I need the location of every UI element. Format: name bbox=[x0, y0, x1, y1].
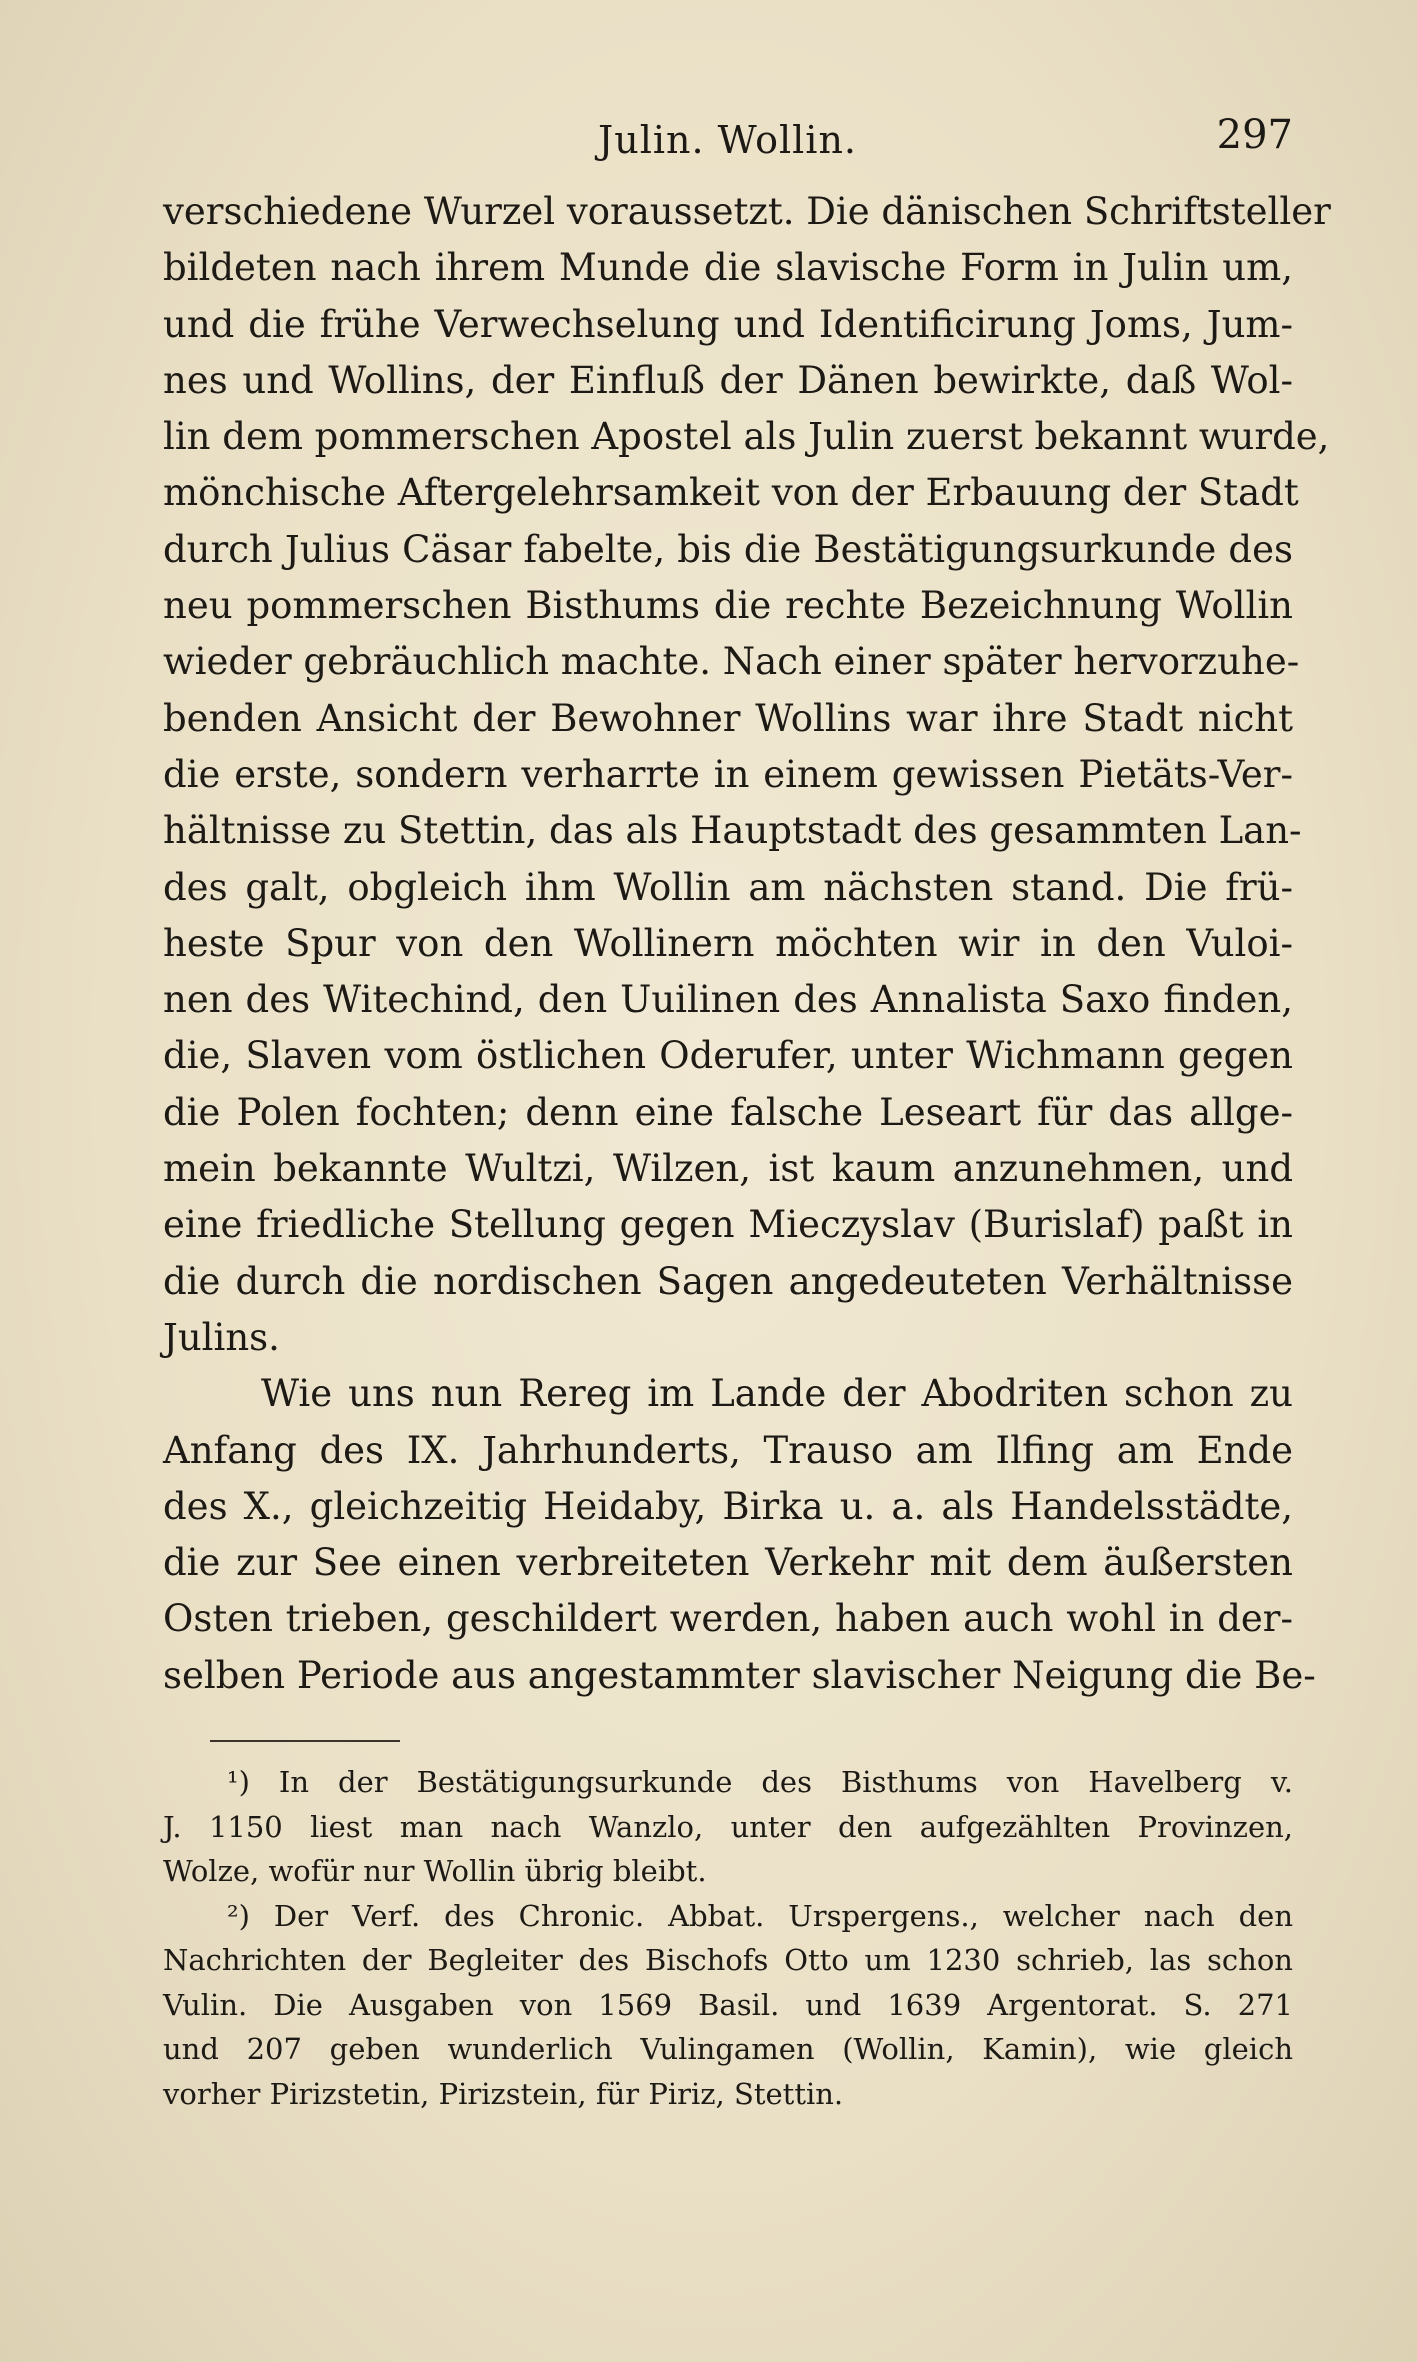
text-line: Wie uns nun Rereg im Lande der Abodriten schon zu bbox=[261, 1372, 1293, 1416]
text-line: neu pommerschen Bisthums die rechte Bezeichnung Wollin bbox=[163, 584, 1293, 628]
text-line: die durch die nordischen Sagen angedeuteten Verhältnisse bbox=[163, 1259, 1293, 1303]
footnote-line: Vulin. Die Ausgaben von 1569 Basil. und 1639 Argentorat. S. 271 bbox=[163, 1987, 1293, 2022]
body-text bbox=[163, 184, 1331, 1704]
running-head bbox=[163, 112, 1293, 172]
footnote-line: Nachrichten der Begleiter des Bischofs Otto um 1230 schrieb, las schon bbox=[163, 1943, 1293, 1977]
text-line: die erste, sondern verharrte in einem gewissen Pietäts-Ver- bbox=[163, 752, 1293, 796]
footnote-line: Wolze, wofür nur Wollin übrig bleibt. bbox=[163, 1854, 707, 1888]
footnotes bbox=[163, 1760, 1293, 2116]
text-line: Julins. bbox=[163, 1315, 280, 1359]
page-number: 297 bbox=[1216, 112, 1293, 158]
text-line: des galt, obgleich ihm Wollin am nächsten stand. Die frü- bbox=[163, 865, 1293, 909]
text-line: Osten trieben, geschildert werden, haben auch wohl in der- bbox=[163, 1597, 1293, 1641]
footnote-line: und 207 geben wunderlich Vulingamen (Wollin, Kamin), wie gleich bbox=[163, 2032, 1293, 2066]
footnote-line: J. 1150 liest man nach Wanzlo, unter den aufgezählten Provinzen, bbox=[163, 1809, 1293, 1844]
text-line: verschiedene Wurzel voraussetzt. Die dänischen Schriftsteller bbox=[163, 190, 1331, 233]
text-line: wieder gebräuchlich machte. Nach einer später hervorzuhe- bbox=[163, 640, 1300, 684]
text-line: mein bekannte Wultzi, Wilzen, ist kaum anzunehmen, und bbox=[163, 1147, 1293, 1191]
text-line: die, Slaven vom östlichen Oderufer, unter Wichmann gegen bbox=[163, 1034, 1293, 1078]
text-line: heste Spur von den Wollinern möchten wir in den Vuloi- bbox=[163, 921, 1293, 965]
text-line: benden Ansicht der Bewohner Wollins war ihre Stadt nicht bbox=[163, 696, 1293, 740]
footnote-line: ¹) In der Bestätigungsurkunde des Bisthums von Havelberg v. bbox=[227, 1765, 1293, 1799]
text-line: nen des Witechind, den Uuilinen des Annalista Saxo finden, bbox=[163, 978, 1293, 1022]
text-line: die Polen fochten; denn eine falsche Leseart für das allge- bbox=[163, 1090, 1293, 1134]
footnote-line: ²) Der Verf. des Chronic. Abbat. Urspergens., welcher nach den bbox=[227, 1898, 1293, 1933]
running-head-title: Julin. Wollin. bbox=[598, 118, 858, 162]
text-line: nes und Wollins, der Einfluß der Dänen bewirkte, daß Wol- bbox=[163, 358, 1293, 402]
text-line: mönchische Aftergelehrsamkeit von der Erbauung der Stadt bbox=[163, 471, 1299, 515]
text-line: hältnisse zu Stettin, das als Hauptstadt des gesammten Lan- bbox=[163, 809, 1302, 853]
text-line: bildeten nach ihrem Munde die slavische Form in Julin um, bbox=[163, 246, 1293, 290]
text-line: des X., gleichzeitig Heidaby, Birka u. a. als Handelsstädte, bbox=[163, 1484, 1293, 1528]
text-line: und die frühe Verwechselung und Identificirung Joms, Jum- bbox=[163, 302, 1293, 346]
text-line: Anfang des IX. Jahrhunderts, Trauso am Ilfing am Ende bbox=[163, 1428, 1293, 1472]
text-line: durch Julius Cäsar fabelte, bis die Bestätigungsurkunde des bbox=[163, 527, 1293, 571]
text-line: die zur See einen verbreiteten Verkehr mit dem äußersten bbox=[163, 1541, 1293, 1585]
text-line: lin dem pommerschen Apostel als Julin zuerst bekannt wurde, bbox=[163, 415, 1330, 459]
text-line: selben Periode aus angestammter slavischer Neigung die Be- bbox=[163, 1653, 1316, 1697]
footnote-line: vorher Pirizstetin, Pirizstein, für Piriz, Stettin. bbox=[163, 2076, 844, 2111]
text-line: eine friedliche Stellung gegen Mieczyslav (Burislaf) paßt in bbox=[163, 1203, 1293, 1247]
footnote-divider bbox=[210, 1740, 400, 1742]
